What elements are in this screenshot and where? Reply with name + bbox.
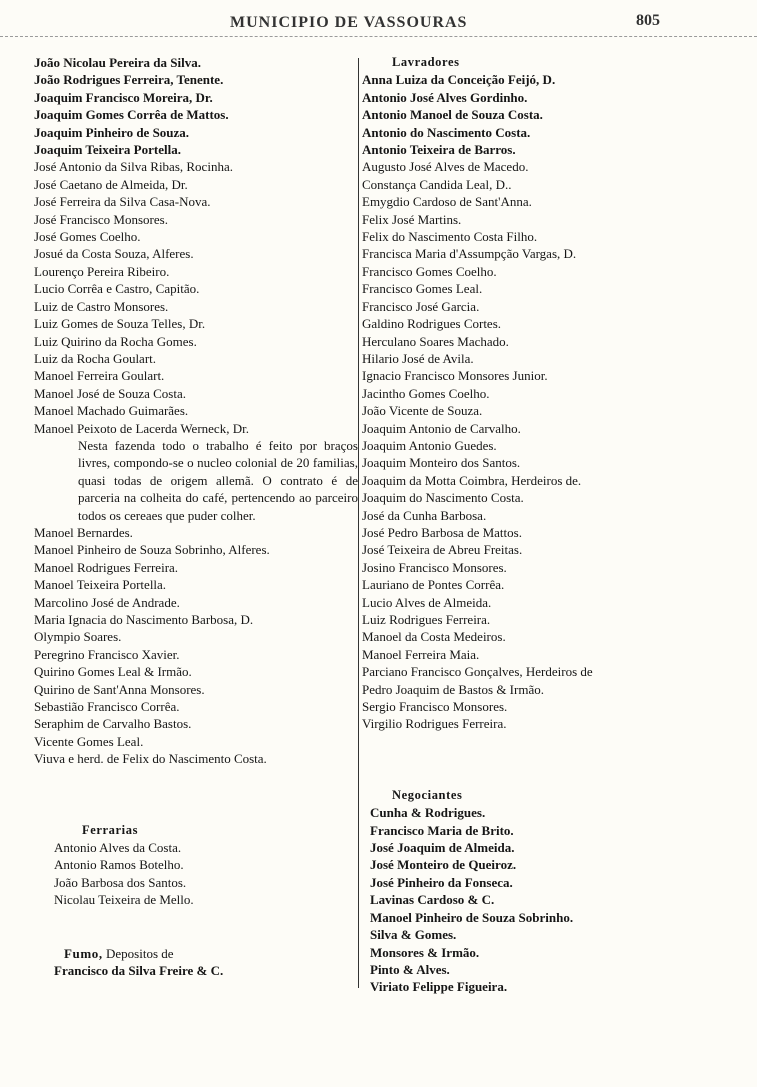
list-item: Galdino Rodrigues Cortes. xyxy=(362,316,502,332)
list-item: Joaquim Antonio de Carvalho. xyxy=(362,420,521,436)
list-item: José Joaquim de Almeida. xyxy=(370,840,515,856)
list-item: Quirino Gomes Leal & Irmão. xyxy=(34,664,192,680)
left-column xyxy=(34,54,360,980)
negociantes-list xyxy=(362,804,702,995)
list-item: Viriato Felippe Figueira. xyxy=(370,979,508,995)
list-item: Lucio Corrêa e Castro, Capitão. xyxy=(34,281,200,297)
list-item: Marcolino José de Andrade. xyxy=(34,594,180,610)
list-item: Ignacio Francisco Monsores Junior. xyxy=(362,368,548,384)
list-item: Augusto José Alves de Macedo. xyxy=(362,159,529,175)
list-item: Herculano Soares Machado. xyxy=(362,333,509,349)
list-item: Quirino de Sant'Anna Monsores. xyxy=(34,681,205,697)
list-item: Antonio José Alves Gordinho. xyxy=(362,89,528,105)
list-item: Seraphim de Carvalho Bastos. xyxy=(34,716,192,732)
list-item: Viuva e herd. de Felix do Nascimento Costa. xyxy=(34,751,267,767)
list-item: Manoel José de Souza Costa. xyxy=(34,385,187,401)
list-item: Nicolau Teixeira de Mello. xyxy=(54,892,194,908)
list-item: Lavinas Cardoso & C. xyxy=(370,892,495,908)
list-item: José Francisco Monsores. xyxy=(34,211,168,227)
left-entries-list xyxy=(34,54,360,437)
list-item: José Pedro Barbosa de Mattos. xyxy=(362,524,522,540)
list-item: Sergio Francisco Monsores. xyxy=(362,699,508,715)
list-item: Luiz Gomes de Souza Telles, Dr. xyxy=(34,316,206,332)
fazenda-note: Nesta fazenda todo o trabalho é feito por braços livres, compondo-se o nucleo colonial de 20 familias, quasi todas de origem allemã. O contrato é de parceria na colheita do café, pertencendo ao parceiro todos os cereaes que puder colher. xyxy=(78,437,358,523)
list-item: Manoel Rodrigues Ferreira. xyxy=(34,559,179,575)
list-item: Antonio do Nascimento Costa. xyxy=(362,124,531,140)
list-item: Luiz de Castro Monsores. xyxy=(34,298,169,314)
list-item: Manoel Ferreira Goulart. xyxy=(34,368,165,384)
list-item: Joaquim Francisco Moreira, Dr. xyxy=(34,89,213,105)
list-item: José Antonio da Silva Ribas, Rocinha. xyxy=(34,159,233,175)
list-item: Felix José Martins. xyxy=(362,211,462,227)
list-item: José da Cunha Barbosa. xyxy=(362,507,487,523)
list-item: Luiz da Rocha Goulart. xyxy=(34,350,157,366)
fumo-subtitle: Depositos de xyxy=(106,945,174,961)
lavradores-list xyxy=(362,71,702,732)
list-item: João Vicente de Souza. xyxy=(362,403,483,419)
list-item: Josué da Costa Souza, Alferes. xyxy=(34,246,194,262)
list-item: José Ferreira da Silva Casa-Nova. xyxy=(34,194,211,210)
list-item: Sebastião Francisco Corrêa. xyxy=(34,699,180,715)
list-item: José Teixeira de Abreu Freitas. xyxy=(362,542,523,558)
list-item: José Caetano de Almeida, Dr. xyxy=(34,176,188,192)
list-item: Peregrino Francisco Xavier. xyxy=(34,646,180,662)
fumo-heading xyxy=(34,945,360,962)
list-item: Francisco Gomes Coelho. xyxy=(362,263,497,279)
list-item: Parciano Francisco Gonçalves, Herdeiros de xyxy=(362,664,593,680)
page-number: 805 xyxy=(636,12,660,29)
list-item: Manoel Pinheiro de Souza Sobrinho, Alferes. xyxy=(34,542,270,558)
fumo-list xyxy=(34,962,360,979)
page-header xyxy=(0,6,757,37)
list-item: Manoel Pinheiro de Souza Sobrinho. xyxy=(370,909,574,925)
list-item: Anna Luiza da Conceição Feijó, D. xyxy=(362,72,556,88)
list-item: José Gomes Coelho. xyxy=(34,229,141,245)
list-item: Lauriano de Pontes Corrêa. xyxy=(362,577,505,593)
list-item: Antonio Manoel de Souza Costa. xyxy=(362,107,543,123)
list-item: Cunha & Rodrigues. xyxy=(370,805,486,821)
list-item: Manoel Peixoto de Lacerda Werneck, Dr. xyxy=(34,420,249,436)
list-item: Emygdio Cardoso de Sant'Anna. xyxy=(362,194,532,210)
list-item: Felix do Nascimento Costa Filho. xyxy=(362,229,538,245)
list-item: Josino Francisco Monsores. xyxy=(362,559,507,575)
list-item: Vicente Gomes Leal. xyxy=(34,733,144,749)
list-item: Lourenço Pereira Ribeiro. xyxy=(34,263,170,279)
list-item: Antonio Ramos Botelho. xyxy=(54,857,184,873)
list-item: Francisco Gomes Leal. xyxy=(362,281,483,297)
lavradores-title: Lavradores xyxy=(392,55,460,69)
list-item: Olympio Soares. xyxy=(34,629,122,645)
list-item: Hilario José de Avila. xyxy=(362,350,474,366)
list-item: José Monteiro de Queiroz. xyxy=(370,857,517,873)
list-item: Silva & Gomes. xyxy=(370,927,457,943)
ferrarias-title: Ferrarias xyxy=(82,822,139,837)
list-item: Luiz Quirino da Rocha Gomes. xyxy=(34,333,197,349)
list-item: Joaquim da Motta Coimbra, Herdeiros de. xyxy=(362,472,582,488)
list-item: João Barbosa dos Santos. xyxy=(54,874,187,890)
list-item: Manoel Machado Guimarães. xyxy=(34,403,189,419)
list-item: Maria Ignacia do Nascimento Barbosa, D. xyxy=(34,612,254,627)
right-column xyxy=(362,54,702,996)
list-item: Manoel Ferreira Maia. xyxy=(362,646,480,662)
list-item: Manoel Teixeira Portella. xyxy=(34,577,167,593)
list-item: Francisco José Garcia. xyxy=(362,298,480,314)
list-item: Jacintho Gomes Coelho. xyxy=(362,385,490,401)
running-title: MUNICIPIO DE VASSOURAS xyxy=(230,14,468,31)
list-item: Joaquim Monteiro dos Santos. xyxy=(362,455,521,471)
list-item: Manoel Bernardes. xyxy=(34,524,133,540)
list-item: Manoel da Costa Medeiros. xyxy=(362,629,506,645)
list-item: João Nicolau Pereira da Silva. xyxy=(34,55,201,70)
list-item: Luiz Rodrigues Ferreira. xyxy=(362,612,491,627)
list-item: João Rodrigues Ferreira, Tenente. xyxy=(34,72,224,88)
list-item: Constança Candida Leal, D.. xyxy=(362,176,512,192)
list-item: Pedro Joaquim de Bastos & Irmão. xyxy=(362,681,544,697)
left-entries-after-list xyxy=(34,524,360,768)
list-item: Lucio Alves de Almeida. xyxy=(362,594,492,610)
ferrarias-list xyxy=(34,839,360,909)
list-item: Antonio Alves da Costa. xyxy=(54,840,182,856)
list-item: Joaquim Gomes Corrêa de Mattos. xyxy=(34,107,229,123)
list-item: Joaquim do Nascimento Costa. xyxy=(362,490,524,506)
list-item: Francisca Maria d'Assumpção Vargas, D. xyxy=(362,246,577,262)
fumo-title: Fumo, xyxy=(64,945,103,961)
list-item: Antonio Teixeira de Barros. xyxy=(362,142,516,158)
list-item: Joaquim Teixeira Portella. xyxy=(34,142,181,158)
list-item: Francisco Maria de Brito. xyxy=(370,822,514,838)
list-item: Francisco da Silva Freire & C. xyxy=(54,963,224,979)
list-item: Virgilio Rodrigues Ferreira. xyxy=(362,716,507,732)
list-item: Pinto & Alves. xyxy=(370,961,450,977)
list-item: José Pinheiro da Fonseca. xyxy=(370,874,513,890)
negociantes-title: Negociantes xyxy=(392,787,463,802)
list-item: Joaquim Pinheiro de Souza. xyxy=(34,124,190,140)
list-item: Joaquim Antonio Guedes. xyxy=(362,437,497,453)
list-item: Monsores & Irmão. xyxy=(370,944,480,960)
